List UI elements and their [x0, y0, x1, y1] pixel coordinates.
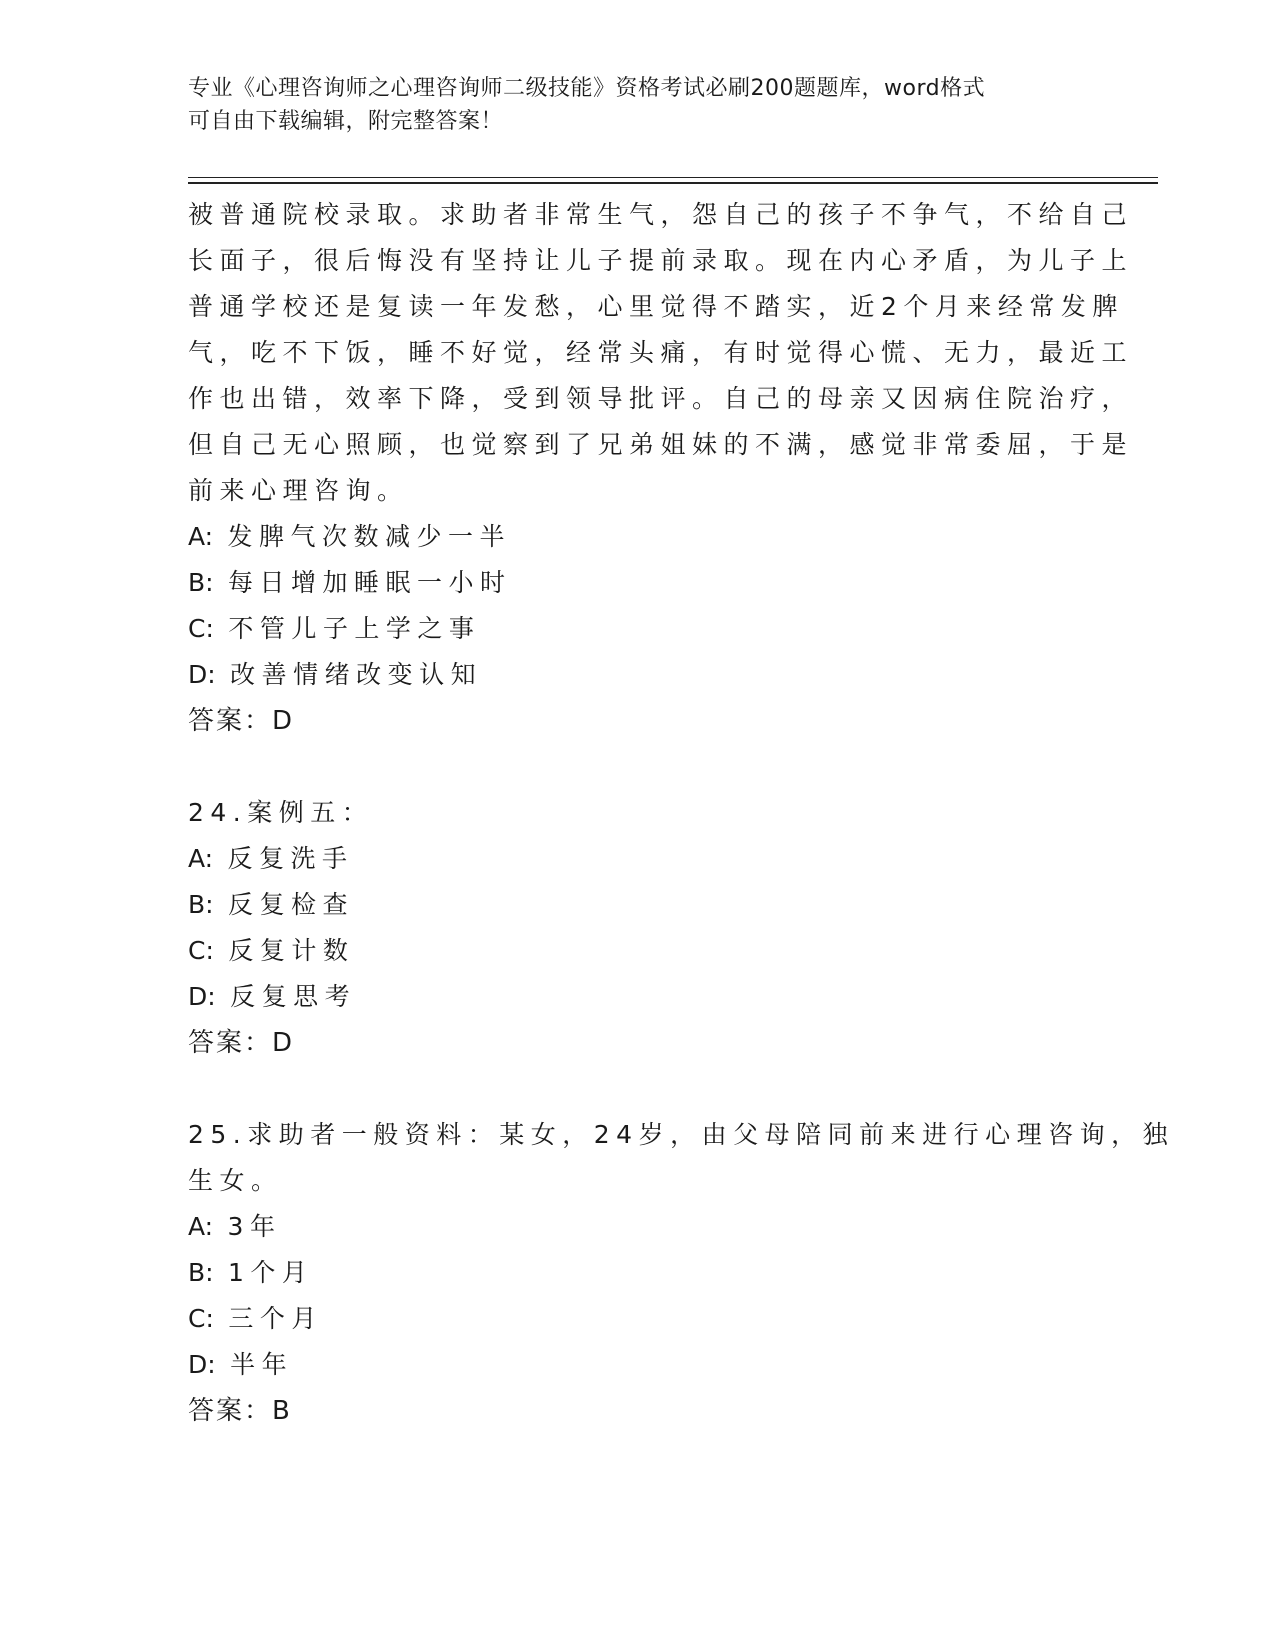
question-25 [188, 1112, 1175, 1434]
question-24-option-b: B: 反复检查 [188, 890, 355, 919]
question-23-stem-line: 被普通院校录取。求助者非常生气，怨自己的孩子不争气，不给自己 [188, 200, 1134, 229]
question-23-stem-line: 作也出错，效率下降，受到领导批评。自己的母亲又因病住院治疗， [188, 384, 1134, 413]
question-24-option-d: D: 反复思考 [188, 982, 357, 1011]
question-25-stem-line: 生女。 [188, 1166, 283, 1195]
question-25-option-c: C: 三个月 [188, 1304, 323, 1333]
question-23-stem-line: 但自己无心照顾，也觉察到了兄弟姐妹的不满，感觉非常委屈，于是 [188, 430, 1134, 459]
question-25-option-b: B: 1个月 [188, 1258, 314, 1287]
header-divider-thick [188, 182, 1158, 184]
question-23-stem [188, 192, 1134, 514]
question-23-stem-line: 普通学校还是复读一年发愁，心里觉得不踏实，近2个月来经常发脾 [188, 292, 1124, 321]
question-24-option-a: A: 反复洗手 [188, 844, 354, 873]
question-25-answer-value: B [272, 1396, 290, 1426]
header-line-2: 可自由下载编辑，附完整答案！ [188, 109, 504, 134]
spacer [188, 1066, 1078, 1112]
question-24-stem [188, 790, 1078, 836]
question-24-answer-value: D [272, 1028, 293, 1058]
question-25-answer: 答案：B [188, 1396, 290, 1426]
question-25-stem-line: 25.求助者一般资料：某女，24岁，由父母陪同前来进行心理咨询，独 [188, 1120, 1175, 1149]
question-23-stem-line: 长面子，很后悔没有坚持让儿子提前录取。现在内心矛盾，为儿子上 [188, 246, 1134, 275]
header-line-1: 专业《心理咨询师之心理咨询师二级技能》资格考试必刷200题题库，word格式 [188, 76, 986, 101]
question-23-answer-value: D [272, 706, 293, 736]
question-25-option-d: D: 半年 [188, 1350, 294, 1379]
question-23-stem-line: 气，吃不下饭，睡不好觉，经常头痛，有时觉得心慌、无力，最近工 [188, 338, 1134, 367]
page-header [188, 72, 1088, 138]
document-body [188, 192, 1175, 1434]
question-23-option-d: D: 改善情绪改变认知 [188, 660, 483, 689]
question-24-stem-line: 24.案例五： [188, 798, 374, 827]
question-24 [188, 790, 1078, 1066]
question-23-option-a: A: 发脾气次数减少一半 [188, 522, 512, 551]
question-24-answer: 答案：D [188, 1028, 293, 1058]
question-23-answer: 答案：D [188, 706, 293, 736]
question-25-stem [188, 1112, 1175, 1204]
question-23-option-c: C: 不管儿子上学之事 [188, 614, 481, 643]
question-23 [188, 192, 1134, 744]
question-23-option-b: B: 每日增加睡眠一小时 [188, 568, 512, 597]
question-24-option-c: C: 反复计数 [188, 936, 355, 965]
spacer [188, 744, 1078, 790]
question-23-stem-line: 前来心理咨询。 [188, 476, 409, 505]
question-25-option-a: A: 3年 [188, 1212, 282, 1241]
header-divider-thin [188, 177, 1158, 178]
